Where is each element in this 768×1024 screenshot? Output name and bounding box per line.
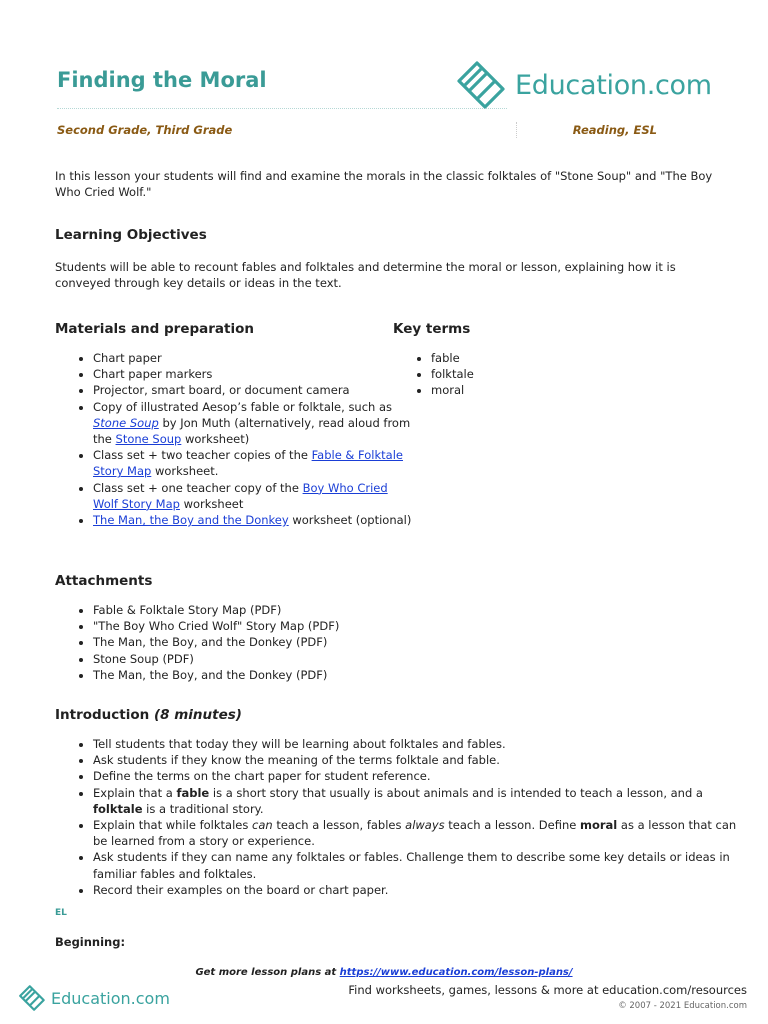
boy-who-cried-wolf-link[interactable]: Boy Who Cried Wolf Story Map: [93, 480, 388, 511]
item-text: worksheet: [179, 496, 244, 511]
education-pencil-icon: [455, 57, 511, 113]
objectives-text: Students will be able to recount fables and folktales and determine the moral or lesson, explaining how it is conveyed through key details or ideas in the text.: [55, 260, 676, 290]
key-terms-list: [393, 350, 731, 399]
item-text: Class set + one teacher copy of the: [93, 480, 303, 495]
list-item: [93, 447, 413, 479]
introduction-title: Introduction: [55, 707, 150, 723]
footer-resources-text: Find worksheets, games, lessons & more at education.com/resources: [348, 983, 747, 997]
title-divider: [57, 108, 507, 109]
list-item: • fable: [431, 350, 731, 366]
materials-heading: Materials and preparation: [55, 321, 254, 337]
emphasis-can: can: [252, 818, 273, 833]
materials-list: [55, 350, 413, 528]
beginning-heading: Beginning:: [55, 935, 126, 949]
list-item: [93, 399, 413, 448]
list-item: • Projector, smart board, or document camera: [93, 382, 413, 398]
item-text: Class set + two teacher copies of the: [93, 448, 312, 463]
item-text: by Jon Muth (alternatively, read aloud from the: [93, 415, 411, 447]
key-terms-heading: Key terms: [393, 321, 471, 337]
footer-logo-text: Education.com: [51, 988, 170, 1008]
subjects: Reading, ESL: [572, 123, 657, 137]
promo-text: Get more lesson plans at: [195, 967, 340, 978]
item-text: Explain that a: [93, 785, 177, 800]
list-item: • Tell students that today they will be learning about folktales and fables.: [93, 736, 753, 752]
item-text: Explain that while folktales: [93, 818, 252, 833]
term-folktale: folktale: [93, 801, 143, 816]
grade-levels: Second Grade, Third Grade: [57, 123, 233, 137]
copyright: © 2007 - 2021 Education.com: [618, 1001, 747, 1011]
attachment-item[interactable]: • The Man, the Boy, and the Donkey (PDF): [93, 667, 493, 683]
footer-logo[interactable]: [18, 983, 170, 1013]
header-separator: [516, 122, 517, 138]
man-boy-donkey-link[interactable]: The Man, the Boy and the Donkey: [93, 513, 289, 528]
list-item: • Ask students if they know the meaning of the terms folktale and fable.: [93, 752, 753, 768]
lesson-plans-link[interactable]: https://www.education.com/lesson-plans/: [339, 967, 573, 978]
list-item: [93, 817, 753, 849]
education-logo[interactable]: [455, 57, 712, 113]
introduction-heading: [55, 707, 242, 723]
list-item: • Chart paper markers: [93, 366, 413, 382]
item-text: teach a lesson, fables: [272, 818, 406, 833]
lesson-intro: In this lesson your students will find and examine the morals in the classic folktales of "Stone Soup" and "The Boy Who Cried Wolf.": [55, 169, 713, 199]
stone-soup-worksheet-link[interactable]: Stone Soup: [115, 432, 182, 447]
term-fable: fable: [176, 785, 210, 800]
objectives-heading: Learning Objectives: [55, 227, 207, 243]
item-text: is a short story that usually is about animals and is intended to teach a lesson, and a: [209, 785, 703, 800]
list-item: • moral: [431, 382, 731, 398]
story-map-link[interactable]: Fable & Folktale Story Map: [93, 448, 403, 479]
item-text: worksheet.: [151, 464, 219, 479]
emphasis-always: always: [405, 818, 445, 833]
logo-text: Education.com: [515, 69, 712, 101]
item-text: teach a lesson. Define: [444, 818, 580, 833]
list-item: • Record their examples on the board or chart paper.: [93, 882, 753, 898]
attachment-item[interactable]: • "The Boy Who Cried Wolf" Story Map (PDF): [93, 618, 493, 634]
attachments-list: [55, 602, 493, 683]
item-text: is a traditional story.: [142, 801, 264, 816]
item-text: worksheet (optional): [288, 513, 412, 528]
el-label: EL: [55, 908, 67, 918]
introduction-list: [55, 736, 753, 898]
list-item: • Ask students if they can name any folktales or fables. Challenge them to describe some key details or ideas in familiar fables and folktales.: [93, 849, 753, 881]
list-item: • Define the terms on the chart paper for student reference.: [93, 768, 753, 784]
attachment-item[interactable]: • Fable & Folktale Story Map (PDF): [93, 602, 493, 618]
item-text: as a lesson that can be learned from a story or experience.: [93, 818, 737, 849]
page-title: Finding the Moral: [57, 68, 267, 92]
list-item: • Chart paper: [93, 350, 413, 366]
term-moral: moral: [579, 818, 618, 833]
attachments-heading: Attachments: [55, 573, 153, 589]
list-item: [93, 512, 413, 528]
introduction-duration: (8 minutes): [153, 707, 242, 723]
list-item: • folktale: [431, 366, 731, 382]
stone-soup-book-link[interactable]: Stone Soup: [93, 415, 159, 430]
list-item: [93, 785, 753, 817]
item-text: Copy of illustrated Aesop’s fable or folktale, such as: [93, 399, 393, 414]
attachment-item[interactable]: • Stone Soup (PDF): [93, 651, 493, 667]
item-text: worksheet): [181, 432, 250, 447]
education-pencil-icon: [18, 983, 48, 1013]
footer-promo: [0, 967, 768, 978]
attachment-item[interactable]: • The Man, the Boy, and the Donkey (PDF): [93, 634, 493, 650]
list-item: [93, 480, 413, 512]
